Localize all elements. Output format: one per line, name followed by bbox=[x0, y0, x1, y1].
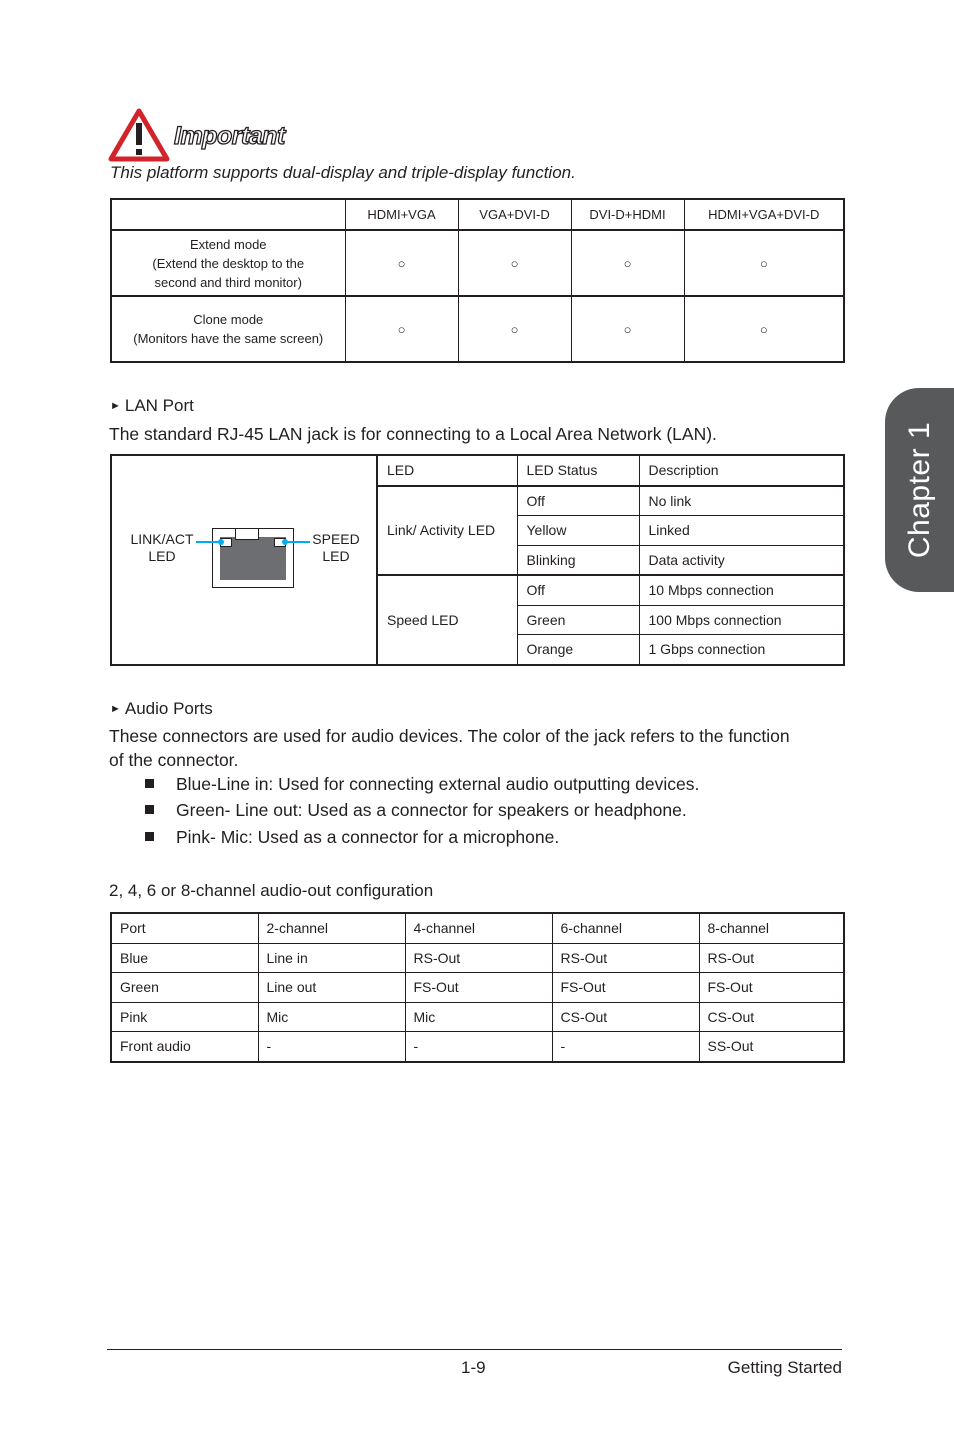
table-cell: Mic bbox=[405, 1002, 552, 1032]
led-description: 1 Gbps connection bbox=[639, 635, 844, 665]
table-cell: CS-Out bbox=[699, 1002, 844, 1032]
mode-label-cell bbox=[111, 296, 345, 362]
table-cell: RS-Out bbox=[552, 943, 699, 973]
triangle-bullet-icon: ► bbox=[110, 400, 121, 412]
table-cell: FS-Out bbox=[405, 973, 552, 1003]
audio-config-table bbox=[110, 912, 845, 1063]
led-status: Orange bbox=[517, 635, 639, 665]
table-cell: RS-Out bbox=[699, 943, 844, 973]
table-cell: CS-Out bbox=[552, 1002, 699, 1032]
lan-led-table bbox=[110, 454, 845, 666]
warning-icon bbox=[108, 108, 170, 162]
table-cell: Pink bbox=[111, 1002, 258, 1032]
led-description: Data activity bbox=[639, 545, 844, 575]
page-number: 1-9 bbox=[461, 1358, 486, 1377]
square-bullet-icon bbox=[145, 832, 154, 841]
table-header-cell: LED Status bbox=[517, 455, 639, 486]
table-cell: Mic bbox=[258, 1002, 405, 1032]
led-status: Yellow bbox=[517, 516, 639, 546]
link-act-led-label bbox=[128, 531, 196, 565]
table-header-row bbox=[111, 199, 844, 230]
bullet-text: Green- Line out: Used as a connector for speakers or headphone. bbox=[176, 800, 687, 820]
table-row bbox=[111, 973, 844, 1003]
table-header-row bbox=[111, 455, 844, 486]
square-bullet-icon bbox=[145, 779, 154, 788]
support-mark: ○ bbox=[684, 296, 844, 362]
bullet-text: Blue-Line in: Used for connecting external audio outputting devices. bbox=[176, 774, 700, 794]
mode-note: (Monitors have the same screen) bbox=[133, 331, 324, 346]
table-row bbox=[111, 1002, 844, 1032]
table-cell: Line in bbox=[258, 943, 405, 973]
table-cell: FS-Out bbox=[552, 973, 699, 1003]
table-header-cell: Port bbox=[111, 913, 258, 943]
table-row bbox=[111, 943, 844, 973]
led-description: 100 Mbps connection bbox=[639, 605, 844, 635]
audio-config-title: 2, 4, 6 or 8-channel audio-out configuration bbox=[109, 881, 434, 900]
support-mark: ○ bbox=[345, 296, 458, 362]
label-line: LED bbox=[148, 548, 176, 564]
speed-led-label bbox=[308, 531, 364, 565]
chapter-tab bbox=[885, 388, 954, 592]
table-header-cell: 6-channel bbox=[552, 913, 699, 943]
display-mode-table bbox=[110, 198, 845, 363]
table-row bbox=[111, 1032, 844, 1062]
led-group-name: Speed LED bbox=[377, 575, 517, 665]
table-header-row bbox=[111, 913, 844, 943]
table-row bbox=[111, 230, 844, 296]
support-mark: ○ bbox=[345, 230, 458, 296]
speed-led-pointer-dot bbox=[282, 539, 288, 545]
label-line: SPEED bbox=[312, 531, 360, 547]
list-item bbox=[145, 800, 687, 821]
mode-note: (Extend the desktop to the bbox=[152, 255, 305, 271]
triangle-bullet-icon: ► bbox=[110, 703, 121, 715]
link-led-pointer-dot bbox=[218, 539, 224, 545]
audio-ports-description: These connectors are used for audio devices. The color of the jack refers to the function of the connector. bbox=[109, 726, 790, 770]
mode-label-cell bbox=[111, 230, 345, 296]
led-group-name: Link/ Activity LED bbox=[377, 486, 517, 576]
table-cell: FS-Out bbox=[699, 973, 844, 1003]
mode-name: Clone mode bbox=[193, 312, 264, 327]
list-item bbox=[145, 827, 559, 848]
table-row bbox=[111, 296, 844, 362]
table-cell: Blue bbox=[111, 943, 258, 973]
led-description: 10 Mbps connection bbox=[639, 575, 844, 605]
label-line: LED bbox=[322, 548, 350, 564]
label-line: LINK/ACT bbox=[130, 531, 194, 547]
chapter-tab-label: Chapter 1 bbox=[902, 421, 936, 559]
jack-notch bbox=[235, 529, 259, 540]
table-header-cell: VGA+DVI-D bbox=[458, 199, 571, 230]
mode-note: second and third monitor) bbox=[154, 274, 302, 290]
led-status: Blinking bbox=[517, 545, 639, 575]
support-mark: ○ bbox=[571, 296, 684, 362]
lan-port-heading-text: LAN Port bbox=[124, 396, 194, 415]
table-cell: Green bbox=[111, 973, 258, 1003]
table-header-cell: HDMI+VGA+DVI-D bbox=[684, 199, 844, 230]
table-cell: RS-Out bbox=[405, 943, 552, 973]
mode-name: Extend mode bbox=[189, 236, 267, 252]
lan-port-description: The standard RJ-45 LAN jack is for connecting to a Local Area Network (LAN). bbox=[109, 424, 717, 444]
table-cell: - bbox=[258, 1032, 405, 1062]
support-mark: ○ bbox=[684, 230, 844, 296]
audio-ports-heading bbox=[110, 699, 213, 719]
table-header-cell: HDMI+VGA bbox=[345, 199, 458, 230]
lan-port-heading bbox=[110, 396, 194, 416]
led-status: Green bbox=[517, 605, 639, 635]
table-cell: Front audio bbox=[111, 1032, 258, 1062]
table-cell: - bbox=[405, 1032, 552, 1062]
support-mark: ○ bbox=[458, 230, 571, 296]
table-cell: SS-Out bbox=[699, 1032, 844, 1062]
table-cell: - bbox=[552, 1032, 699, 1062]
list-item bbox=[145, 774, 699, 795]
support-mark: ○ bbox=[458, 296, 571, 362]
rj45-jack-icon bbox=[212, 528, 294, 588]
table-header-cell: Description bbox=[639, 455, 844, 486]
support-mark: ○ bbox=[571, 230, 684, 296]
table-header-cell: 8-channel bbox=[699, 913, 844, 943]
table-header-cell: 4-channel bbox=[405, 913, 552, 943]
lan-jack-diagram bbox=[111, 455, 377, 665]
led-description: Linked bbox=[639, 516, 844, 546]
square-bullet-icon bbox=[145, 805, 154, 814]
table-cell: Line out bbox=[258, 973, 405, 1003]
led-status: Off bbox=[517, 486, 639, 516]
bullet-text: Pink- Mic: Used as a connector for a microphone. bbox=[176, 827, 560, 847]
table-header-cell: DVI-D+HDMI bbox=[571, 199, 684, 230]
footer-divider bbox=[107, 1349, 842, 1350]
important-text: This platform supports dual-display and triple-display function. bbox=[110, 163, 576, 182]
led-description: No link bbox=[639, 486, 844, 516]
led-status: Off bbox=[517, 575, 639, 605]
footer-section-title: Getting Started bbox=[727, 1358, 842, 1377]
table-header-cell: 2-channel bbox=[258, 913, 405, 943]
table-header-cell bbox=[111, 199, 345, 230]
table-header-cell: LED bbox=[377, 455, 517, 486]
audio-ports-heading-text: Audio Ports bbox=[124, 699, 213, 718]
important-title: Important bbox=[174, 122, 285, 150]
